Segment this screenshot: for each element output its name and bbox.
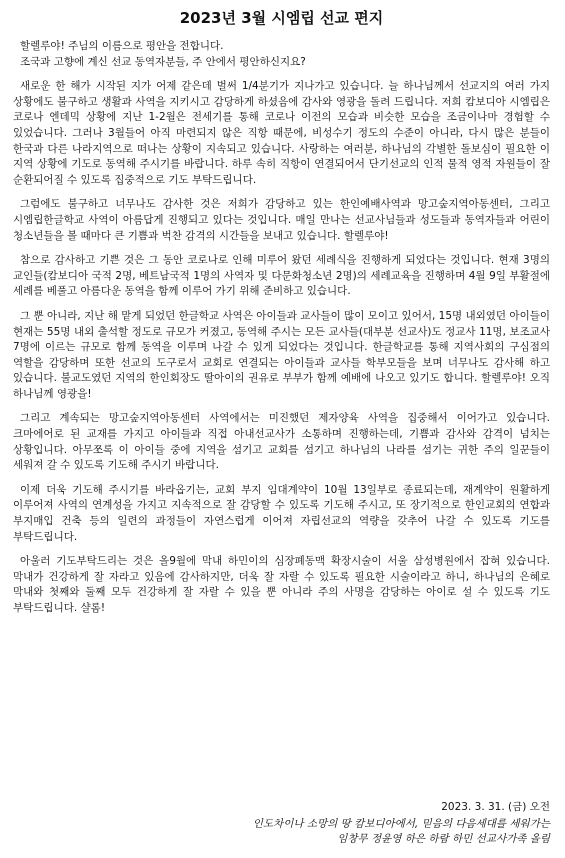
- paragraph-korean-school: 그 뿐 아니라, 지난 해 맡게 되었던 한글학교 사역은 아이들과 교사들이 많이 모이고 있어서, 15명 내외였던 아이들이 현재는 55명 내외 출석할 정도로 규모가 커졌고, 동역해 주시는 모든 교사들(대부분 선교사)도 정교사 11명, 보조교사 7명에 이르는 규모로 함께 동역을 이루며 나갈 수 있게 되었다는 것입니다. 한글학교를 통해 지역사회의 구심점의 역할을 감당하며 또한 선교의 도구로서 교회로 연결되는 아이들과 교사들 학부모들을 보며 너무나도 감사해 하고 있습니다. 불교도였던 지역의 한인회장도 딸아이의 권유로 부부가 함께 예배에 나오고 있기도 합니다. 할렐루야! 오직 하나님께 영광을!: [13, 309, 550, 400]
- letter-title: 2023년 3월 시엠립 선교 편지: [179, 9, 384, 27]
- letter-footer: [253, 800, 550, 847]
- paragraph-quarter-update: 새로운 한 해가 시작된 지가 어제 같은데 벌써 1/4분기가 지나가고 있습니다. 늘 하나님께서 선교지의 여러 가지 상황에도 불구하고 생활과 사역을 지키시고 감당하게 하셨음에 감사와 영광을 돌려 드립니다. 저희 캄보디아 시엠립은 코로나 엔데믹 상황에 지난 1-2월은 전세기를 통해 코로나 이전의 모습과 비슷한 모습을 조금이나마 경험할 수 있었습니다. 그러나 3월들어 아직 마련되지 않은 직항 때문에, 비성수기 정도의 수준이 아니라, 다시 많은 분들이 한국과 다른 나라지역으로 떠나는 상황이 지속되고 있습니다. 사랑하는 여러분, 하나님의 각별한 돌보심이 필요한 이 지역 상황에 기도로 동역해 주시기를 바랍니다. 하루 속히 직항이 연결되어서 단기선교의 인적 물적 영적 자원들이 잘 순환되어질 수 있도록 집중적으로 기도 부탁드립니다.: [13, 80, 550, 186]
- signature-line: 인도차이나 소망의 땅 캄보디아에서, 믿음의 다음세대를 세워가는: [252, 818, 550, 830]
- greeting-line: 할렐루야! 주님의 이름으로 평안을 전합니다.: [20, 40, 224, 52]
- letter-date: 2023. 3. 31. (금) 오전: [441, 801, 550, 813]
- paragraph-prayer-family: 아울러 기도부탁드리는 것은 올9월에 막내 하민이의 심장폐동맥 확장시술이 서울 삼성병원에서 잡혀 있습니다. 막내가 건강하게 잘 자라고 있음에 감사하지만, 더욱 잘 자랄 수 있도록 필요한 시술이라고 하니, 하나님의 은혜로 막내와 첫째와 둘째 모두 건강하게 잘 자랄 수 있을 뿐 아니라 주의 사명을 감당하는 아이로 설 수 있도록 기도 부탁드립니다. 샬롬!: [13, 555, 550, 614]
- paragraph-ministry-thanks: 그럼에도 불구하고 너무나도 감사한 것은 저희가 감당하고 있는 한인예배사역과 망고숲지역아동센터, 그리고 시엠립한글학교 사역이 아름답게 진행되고 있다는 것입니다. 매일 만나는 선교사님들과 성도들과 동역자들과 어린이 청소년들을 볼 때마다 큰 기쁨과 벅찬 감격의 시간들을 보내고 있습니다. 할렐루야!: [13, 198, 550, 242]
- paragraph-baptism: 참으로 감사하고 기쁜 것은 그 동안 코로나로 인해 미루어 왔던 세례식을 진행하게 되었다는 것입니다. 현재 3명의 교인들(캄보디아 국적 2명, 베트남국적 1명의 사역자 및 다문화청소년 2명)의 세례교육을 진행하며 4월 9일 부활절에 세례를 베풀고 아름다운 동역을 함께 이루어 가기 위해 준비하고 있습니다.: [13, 254, 550, 298]
- greeting-block: [13, 39, 550, 70]
- signature-line: 임창무 정윤영 하은 하람 하민 선교사가족 올림: [337, 833, 550, 845]
- paragraph-prayer-church-lease: 이제 더욱 기도해 주시기를 바라옵기는, 교회 부지 임대계약이 10월 13일부로 종료되는데, 재계약이 원활하게 이루어져 사역의 연계성을 가지고 지속적으로 잘 감당할 수 있도록 기도해 주시고, 또 장기적으로 한인교회의 연합과 부지매입 건축 등의 일련의 과정들이 자연스럽게 이어져 자립선교의 역량을 갖추어 나갈 수 있도록 기도를 부탁드립니다.: [13, 483, 550, 543]
- greeting-line: 조국과 고향에 계신 선교 동역자분들, 주 안에서 평안하신지요?: [20, 55, 306, 68]
- paragraph-children-center: 그리고 계속되는 망고숲지역아동센터 사역에서는 미진했던 제자양육 사역을 집중해서 이어가고 있습니다. 크마에어로 된 교재를 가지고 아이들과 직접 아내선교사가 소통하며 진행하는데, 기쁨과 감사와 감격이 넘치는 상황입니다. 아무쪼록 이 아이들 중에 지역을 섬기고 교회를 섬기고 하나님의 나라를 섬기는 귀한 주의 일꾼들이 세워져 갈 수 있도록 기도해 주시기 바랍니다.: [13, 412, 550, 472]
